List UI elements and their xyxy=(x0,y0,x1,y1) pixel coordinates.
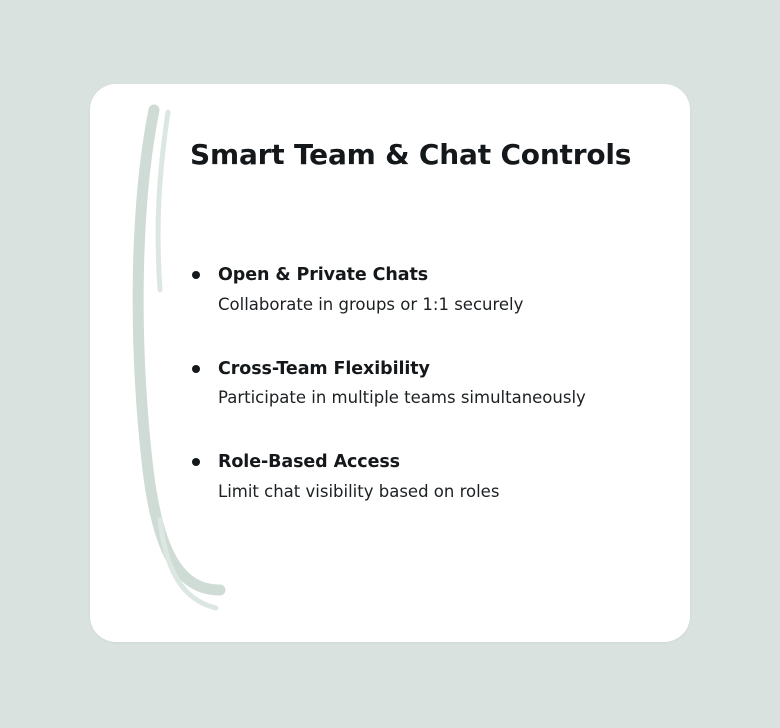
page-title: Smart Team & Chat Controls xyxy=(190,138,632,171)
bullet-icon xyxy=(192,458,200,466)
feature-description: Collaborate in groups or 1:1 securely xyxy=(218,294,524,314)
feature-card xyxy=(90,84,690,642)
list-item xyxy=(218,264,666,316)
feature-title: Role-Based Access xyxy=(218,452,400,473)
feature-description: Limit chat visibility based on roles xyxy=(218,482,500,502)
list-item xyxy=(218,358,666,410)
card-header xyxy=(190,138,662,172)
bullet-icon xyxy=(192,365,200,373)
feature-title: Open & Private Chats xyxy=(218,265,429,285)
bullet-icon xyxy=(192,271,200,279)
list-item xyxy=(218,451,666,503)
feature-title: Cross-Team Flexibility xyxy=(218,358,430,379)
feature-list xyxy=(218,264,666,503)
feature-description: Participate in multiple teams simultaneously xyxy=(218,388,586,408)
